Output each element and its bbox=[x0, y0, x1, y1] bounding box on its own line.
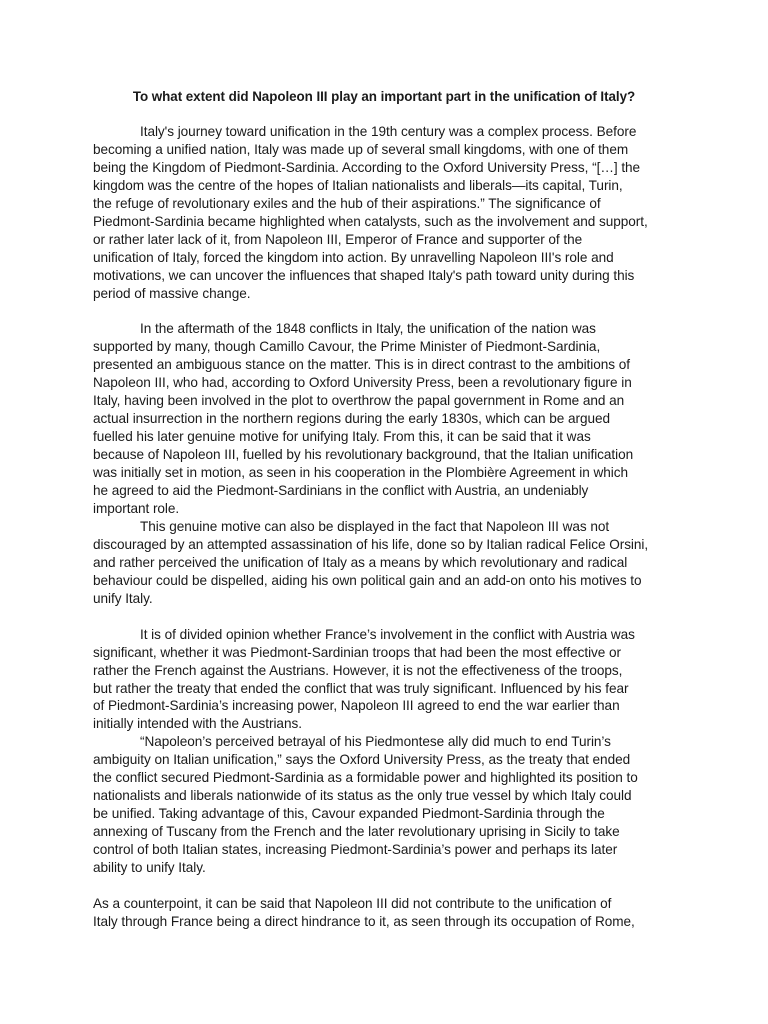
text-line: or rather later lack of it, from Napoleon III, Emperor of France and supporter of the bbox=[93, 231, 583, 247]
text-line: unification of Italy, forced the kingdom into action. By unravelling Napoleon III's role and bbox=[93, 249, 614, 265]
text-line: In the aftermath of the 1848 conflicts in Italy, the unification of the nation was bbox=[140, 321, 596, 337]
text-line: ability to unify Italy. bbox=[93, 860, 206, 876]
text-line: but rather the treaty that ended the conflict that was truly significant. Influenced by his fear bbox=[93, 680, 629, 696]
text-line: unify Italy. bbox=[93, 590, 153, 606]
text-line: becoming a unified nation, Italy was made up of several small kingdoms, with one of them bbox=[93, 141, 629, 157]
text-line: of Piedmont-Sardinia’s increasing power, Napoleon III agreed to end the war earlier than bbox=[93, 698, 620, 714]
text-line: kingdom was the centre of the hopes of Italian nationalists and liberals—its capital, Turin, bbox=[93, 177, 623, 193]
text-line: control of both Italian states, increasing Piedmont-Sardinia’s power and perhaps its later bbox=[93, 842, 618, 858]
text-line: motivations, we can uncover the influences that shaped Italy's path toward unity during this bbox=[93, 267, 635, 283]
text-line: annexing of Tuscany from the French and the later revolutionary uprising in Sicily to take bbox=[93, 824, 620, 840]
text-line: and rather perceived the unification of Italy as a means by which revolutionary and radical bbox=[93, 554, 628, 570]
paragraph bbox=[93, 626, 675, 734]
text-line: It is of divided opinion whether France’s involvement in the conflict with Austria was bbox=[140, 626, 635, 642]
paragraph-spacer bbox=[93, 877, 675, 895]
text-line: because of Napoleon III, fuelled by his revolutionary background, that the Italian unification bbox=[93, 447, 634, 463]
text-line: behaviour could be dispelled, aiding his own political gain and an add-on onto his motives to bbox=[93, 572, 642, 588]
document-title: To what extent did Napoleon III play an important part in the unification of Italy? bbox=[132, 89, 636, 104]
text-line: initially intended with the Austrians. bbox=[93, 716, 302, 732]
paragraph-spacer bbox=[93, 608, 675, 626]
text-line: supported by many, though Camillo Cavour, the Prime Minister of Piedmont-Sardinia, bbox=[93, 339, 601, 355]
document-page bbox=[93, 88, 675, 931]
text-line: This genuine motive can also be displayed in the fact that Napoleon III was not bbox=[140, 518, 610, 534]
text-line: he agreed to aid the Piedmont-Sardinians in the conflict with Austria, an undeniably bbox=[93, 483, 589, 499]
text-line: rather the French against the Austrians. However, it is not the effectiveness of the troops, bbox=[93, 662, 623, 678]
text-line: Italy's journey toward unification in the 19th century was a complex process. Before bbox=[140, 124, 637, 139]
text-line: period of massive change. bbox=[93, 285, 251, 301]
paragraph-spacer bbox=[93, 303, 675, 321]
text-line: Italy through France being a direct hindrance to it, as seen through its occupation of Rome, bbox=[93, 913, 635, 929]
text-line: was initially set in motion, as seen in his cooperation in the Plombière Agreement in which bbox=[93, 465, 628, 481]
text-line: ambiguity on Italian unification,” says the Oxford University Press, as the treaty that ended bbox=[93, 752, 631, 768]
paragraph bbox=[93, 123, 675, 303]
paragraph bbox=[93, 320, 675, 517]
text-line: “Napoleon’s perceived betrayal of his Piedmontese ally did much to end Turin’s bbox=[140, 734, 611, 750]
text-line: the refuge of revolutionary exiles and the hub of their aspirations.” The significance of bbox=[93, 195, 601, 211]
paragraph bbox=[93, 895, 675, 931]
text-line: discouraged by an attempted assassination of his life, done so by Italian radical Felice Orsini, bbox=[93, 536, 649, 552]
text-line: fuelled his later genuine motive for unifying Italy. From this, it can be said that it was bbox=[93, 429, 591, 445]
text-line: Italy, having been involved in the plot to overthrow the papal government in Rome and an bbox=[93, 393, 625, 409]
paragraph bbox=[93, 733, 675, 877]
text-line: important role. bbox=[93, 501, 180, 516]
document-body bbox=[93, 123, 675, 931]
text-line: Piedmont-Sardinia became highlighted when catalysts, such as the involvement and support, bbox=[93, 213, 648, 229]
text-line: nationalists and liberals nationwide of its status as the only true vessel by which Italy could bbox=[93, 788, 632, 804]
text-line: significant, whether it was Piedmont-Sardinian troops that had been the most effective or bbox=[93, 644, 622, 660]
text-line: Napoleon III, who had, according to Oxford University Press, been a revolutionary figure in bbox=[93, 375, 632, 391]
text-line: presented an ambiguous stance on the matter. This is in direct contrast to the ambitions of bbox=[93, 357, 630, 373]
text-line: the conflict secured Piedmont-Sardinia as a formidable power and highlighted its position to bbox=[93, 770, 638, 786]
text-line: be unified. Taking advantage of this, Cavour expanded Piedmont-Sardinia through the bbox=[93, 806, 605, 822]
paragraph bbox=[93, 518, 675, 608]
text-line: actual insurrection in the northern regions during the early 1830s, which can be argued bbox=[93, 411, 611, 427]
text-line: being the Kingdom of Piedmont-Sardinia. According to the Oxford University Press, “[…] the bbox=[93, 159, 641, 175]
text-line: As a counterpoint, it can be said that Napoleon III did not contribute to the unification of bbox=[93, 895, 612, 911]
